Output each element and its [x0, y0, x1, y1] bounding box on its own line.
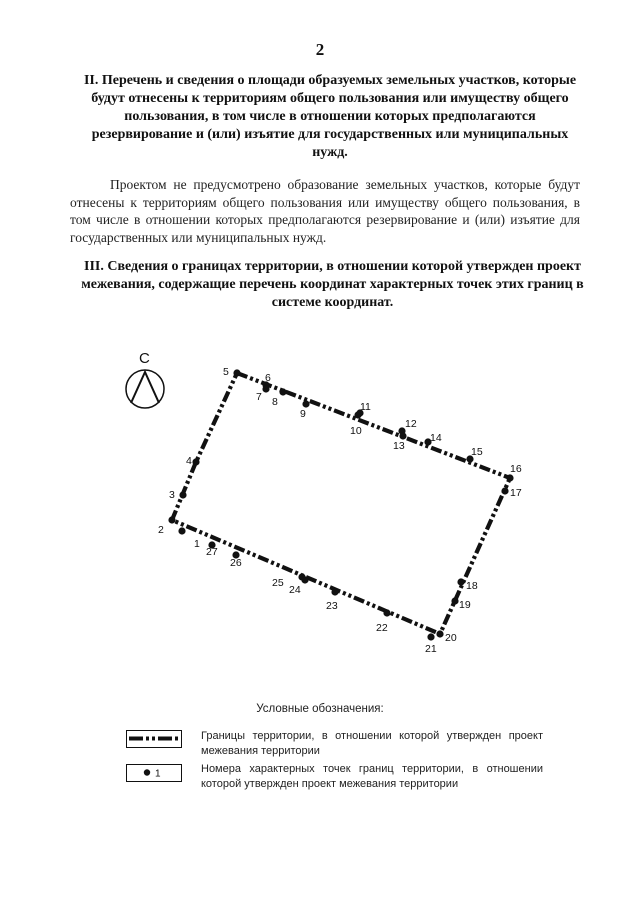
boundary-point-dot [179, 491, 186, 498]
legend-boundary-symbol [126, 730, 182, 748]
boundary-point-label: 15 [471, 446, 483, 458]
north-label: С [139, 350, 150, 367]
boundary-point-label: 1 [194, 538, 200, 550]
boundary-line [172, 373, 510, 634]
boundary-point-label: 13 [393, 440, 405, 452]
boundary-point-label: 7 [256, 391, 262, 403]
boundary-point-dot [168, 516, 175, 523]
boundary-point-label: 24 [289, 584, 301, 596]
boundary-point-dot [451, 597, 458, 604]
boundary-point-dot [436, 630, 443, 637]
territory-boundary [172, 373, 510, 634]
boundary-point-label: 9 [300, 408, 306, 420]
boundary-points [158, 366, 522, 655]
page-number: 2 [315, 40, 325, 59]
legend-boundary-text: Границы территории, в отношении которой утвержден проект межевания территории [201, 730, 543, 757]
boundary-point-dot [457, 578, 464, 585]
boundary-point-dot [279, 388, 286, 395]
boundary-point-label: 6 [265, 372, 271, 384]
boundary-point-dot [302, 400, 309, 407]
boundary-point-dot [501, 487, 508, 494]
legend-point-dot-icon [144, 769, 150, 775]
boundary-point-dot [383, 609, 390, 616]
boundary-point-label: 19 [459, 599, 471, 611]
legend-point-sample-label: 1 [155, 768, 161, 780]
legend-title: Условные обозначения: [256, 703, 384, 715]
legend-point-symbol [126, 764, 182, 782]
boundary-point-label: 26 [230, 557, 242, 569]
legend-point-text: Номера характерных точек границ территории, в отношении которой утвержден проект межевания территории [201, 763, 543, 790]
boundary-point-dot [506, 474, 513, 481]
boundary-point-label: 18 [466, 580, 478, 592]
boundary-point-label: 12 [405, 418, 417, 430]
boundary-point-label: 21 [425, 643, 437, 655]
section-2-heading: II. Перечень и сведения о площади образуемых земельных участков, которые будут отнесены к территориям общего пользования или имуществу общего пользования, в том числе в отношении которых предполагаются резервирование и (или) изъятие для государственных или муниципальных нужд. [83, 73, 577, 160]
boundary-point-dot [192, 458, 199, 465]
boundary-point-label: 4 [186, 455, 192, 467]
boundary-point-label: 23 [326, 600, 338, 612]
section-3-heading: III. Сведения о границах территории, в отношении которой утвержден проект межевания, содержащие перечень координат характерных точек этих границ в системе координат. [81, 259, 584, 310]
boundary-point-dot [399, 432, 406, 439]
boundary-point-label: 27 [206, 546, 218, 558]
north-arrow [126, 350, 164, 408]
section-2-body: Проектом не предусмотрено образование земельных участков, которые будут отнесены к территориям общего пользования или имуществу общего пользования, в том числе в отношении которых предполагаются резервирование и (или) изъятие для государственных или муниципальных нужд. [70, 177, 580, 245]
boundary-point-label: 10 [350, 425, 362, 437]
boundary-point-dot [331, 588, 338, 595]
boundary-point-label: 5 [223, 366, 229, 378]
boundary-point-label: 17 [510, 487, 522, 499]
boundary-point-label: 20 [445, 632, 457, 644]
boundary-point-label: 3 [169, 489, 175, 501]
boundary-point-dot [178, 527, 185, 534]
boundary-point-label: 25 [272, 577, 284, 589]
boundary-point-dot [262, 385, 269, 392]
boundary-point-dot [427, 633, 434, 640]
boundary-point-label: 22 [376, 622, 388, 634]
boundary-point-dot [233, 369, 240, 376]
boundary-point-label: 11 [360, 401, 371, 413]
boundary-point-dot [298, 573, 305, 580]
legend-boundary-line-icon [127, 731, 180, 746]
boundary-point-label: 2 [158, 524, 164, 536]
boundary-point-label: 14 [430, 432, 442, 444]
boundary-point-label: 16 [510, 463, 522, 475]
north-arrow-icon [131, 372, 159, 403]
boundary-point-label: 8 [272, 396, 278, 408]
